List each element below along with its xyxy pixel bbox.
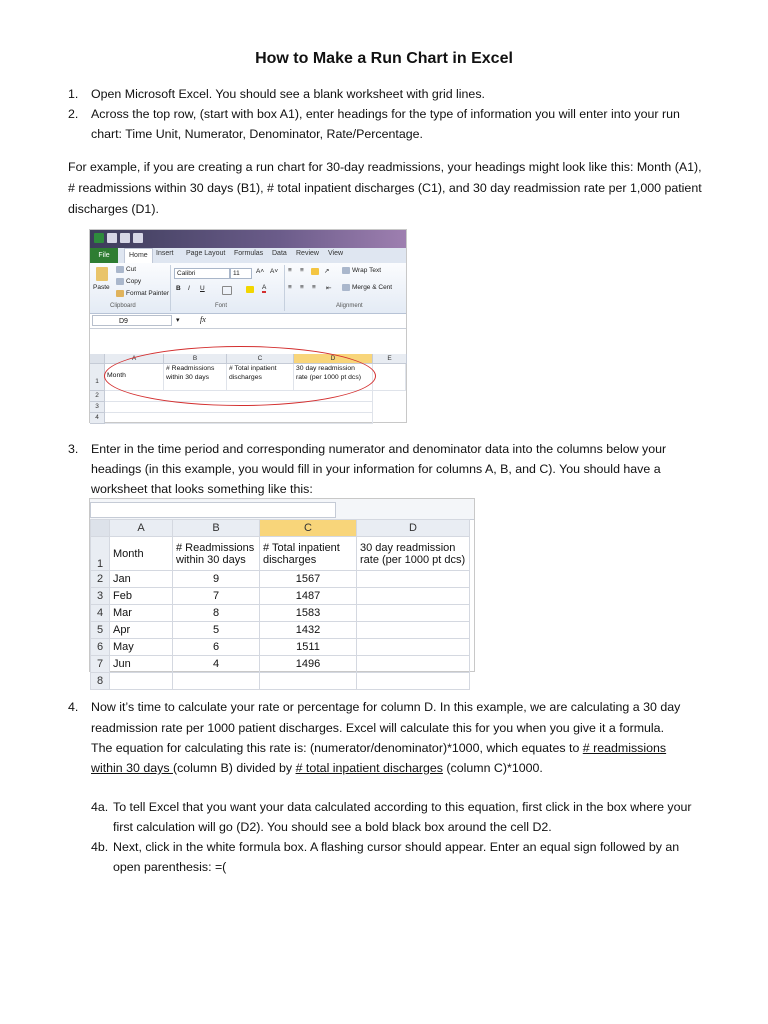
cell-c1-line-2: discharges [263, 553, 317, 566]
cell-d1[interactable] [357, 537, 470, 571]
orientation-icon[interactable]: ↗ [324, 268, 330, 275]
table-row [91, 605, 470, 622]
align-bottom-icon[interactable] [311, 268, 319, 275]
cell-rate[interactable] [357, 656, 470, 673]
step-2-number: 2. [68, 107, 79, 121]
example-line-2: # readmissions within 30 days (B1), # total inpatient discharges (C1), and 30 day readmission rate per 1,000 patient [68, 181, 702, 195]
select-all-corner[interactable] [91, 520, 110, 537]
cell-readmissions[interactable]: 4 [173, 656, 260, 673]
save-icon [107, 233, 117, 243]
step-4-equation-text: The equation for calculating this rate is: (numerator/denominator)*1000, which equates to [91, 741, 583, 755]
cell-readmissions[interactable]: 7 [173, 588, 260, 605]
step-4b-number: 4b. [91, 840, 109, 854]
cell-month[interactable]: Apr [110, 622, 173, 639]
cell-readmissions[interactable]: 8 [173, 605, 260, 622]
align-right-icon[interactable]: ≡ [312, 284, 316, 291]
font-name-select[interactable]: Calibri [174, 268, 230, 279]
table-row [91, 656, 470, 673]
step-2-line-1: Across the top row, (start with box A1), enter headings for the type of information you will enter into your run [91, 107, 680, 121]
format-painter-icon[interactable] [116, 290, 124, 297]
row-header[interactable]: 5 [91, 622, 110, 639]
underline-icon[interactable]: U [200, 285, 205, 292]
cell-empty[interactable] [260, 673, 357, 690]
tab-file[interactable]: File [90, 248, 118, 263]
column-header-a[interactable]: A [110, 520, 173, 537]
excel-ribbon-screenshot [89, 229, 407, 423]
group-alignment-label: Alignment [336, 303, 363, 309]
tab-formulas[interactable]: Formulas [234, 250, 264, 257]
tab-home[interactable]: Home [124, 248, 153, 263]
cell-readmissions[interactable]: 6 [173, 639, 260, 656]
cell-rate[interactable] [357, 588, 470, 605]
example-line-3: discharges (D1). [68, 202, 159, 216]
row-header-1[interactable]: 1 [90, 364, 105, 391]
cell-empty[interactable] [357, 673, 470, 690]
step-4a-number: 4a. [91, 800, 109, 814]
grow-font-icon[interactable]: A˄ [256, 268, 265, 275]
cell-b1[interactable] [173, 537, 260, 571]
row-header[interactable]: 7 [91, 656, 110, 673]
tab-view[interactable]: View [328, 250, 344, 257]
align-top-icon[interactable]: ≡ [288, 267, 292, 274]
step-4-underlined-discharges: # total inpatient discharges [295, 761, 443, 775]
align-center-icon[interactable]: ≡ [300, 284, 304, 291]
step-4-end-text: (column C)*1000. [442, 761, 543, 775]
cell-b1-line-2: within 30 days [176, 553, 246, 566]
cell-a1[interactable]: Month [105, 364, 164, 391]
step-4-divided-text: (column B) divided by [172, 761, 296, 775]
cell-d1-line-2: rate (per 1000 pt dcs) [360, 553, 466, 566]
column-header-c[interactable]: C [260, 520, 357, 537]
undo-icon [120, 233, 130, 243]
excel-logo-icon [94, 233, 104, 243]
cell-readmissions[interactable]: 9 [173, 571, 260, 588]
step-4-line-4 [91, 758, 543, 778]
paste-button[interactable]: Paste [93, 284, 110, 291]
step-4-underlined-readmissions: # readmissions [582, 741, 667, 755]
cell-discharges[interactable]: 1432 [260, 622, 357, 639]
step-4-line-1: Now it’s time to calculate your rate or percentage for column D. In this example, we are calculating a 30 day [91, 700, 681, 714]
row-header-4[interactable]: 4 [90, 413, 105, 424]
column-header-b[interactable]: B [173, 520, 260, 537]
row-header[interactable]: 4 [91, 605, 110, 622]
column-header-d[interactable]: D [357, 520, 470, 537]
merge-center-button[interactable]: Merge & Cent [352, 284, 393, 291]
step-3-number: 3. [68, 442, 79, 456]
ribbon-separator [170, 265, 171, 311]
step-4-number: 4. [68, 700, 79, 714]
formula-bar [90, 499, 474, 520]
step-2-line-2: chart: Time Unit, Numerator, Denominator, Rate/Percentage. [91, 127, 423, 141]
cell-discharges[interactable]: 1511 [260, 639, 357, 656]
ribbon-separator [284, 265, 285, 311]
paste-icon[interactable] [96, 267, 108, 281]
cell-rate[interactable] [357, 639, 470, 656]
column-header-c[interactable]: C [227, 354, 294, 364]
table-row [91, 639, 470, 656]
cell-e1[interactable] [373, 364, 406, 391]
borders-icon[interactable] [222, 286, 232, 295]
table-row [91, 588, 470, 605]
cell-c1-line-1: # Total inpatient [263, 541, 340, 554]
redo-icon [133, 233, 143, 243]
table-row[interactable] [105, 413, 373, 424]
column-header-d[interactable]: D [294, 354, 373, 364]
indent-icon[interactable]: ⇤ [326, 285, 332, 292]
step-1-number: 1. [68, 87, 79, 101]
font-color-icon[interactable]: A [262, 284, 267, 291]
row-header-2[interactable]: 2 [90, 391, 105, 402]
table-row [91, 673, 470, 690]
cell-c1-line-1: # Total inpatient [229, 365, 277, 372]
table-row [91, 571, 470, 588]
cell-readmissions[interactable]: 5 [173, 622, 260, 639]
row-header[interactable]: 3 [91, 588, 110, 605]
step-4-line-3 [91, 738, 666, 758]
row-header-3[interactable]: 3 [90, 402, 105, 413]
cell-rate[interactable] [357, 605, 470, 622]
bold-icon[interactable]: B [176, 285, 181, 292]
step-3-line-1: Enter in the time period and corresponding numerator and denominator data into the columns below your [91, 442, 667, 456]
row-header[interactable]: 2 [91, 571, 110, 588]
tab-insert[interactable]: Insert [156, 250, 174, 257]
row-header-1[interactable]: 1 [91, 537, 110, 571]
cell-b1-line-1: # Readmissions [176, 541, 255, 554]
align-middle-icon[interactable]: ≡ [300, 267, 304, 274]
name-box-dropdown-icon[interactable]: ▾ [176, 317, 180, 324]
select-all-corner[interactable] [90, 354, 105, 364]
page-title: How to Make a Run Chart in Excel [255, 50, 513, 67]
column-header-b[interactable]: B [164, 354, 227, 364]
highlight-ellipse [104, 346, 376, 406]
row-header[interactable]: 8 [91, 673, 110, 690]
title-bar [90, 230, 406, 248]
cell-discharges[interactable]: 1583 [260, 605, 357, 622]
ribbon-tabs [90, 248, 406, 263]
table-row [91, 622, 470, 639]
column-header-e[interactable]: E [373, 354, 407, 364]
cell-month[interactable]: Feb [110, 588, 173, 605]
ribbon-home [90, 263, 406, 314]
step-4-underlined-within: within 30 days [91, 761, 173, 775]
column-header-a[interactable]: A [105, 354, 164, 364]
step-3-line-3: worksheet that looks something like this: [91, 482, 313, 496]
tab-page-layout[interactable]: Page Layout [186, 250, 226, 257]
fill-color-icon[interactable] [246, 286, 254, 293]
group-clipboard-label: Clipboard [110, 303, 136, 309]
shrink-font-icon[interactable]: A˅ [270, 268, 279, 275]
fx-icon[interactable]: fx [200, 315, 206, 324]
cell-month[interactable]: Jan [110, 571, 173, 588]
cell-d1-line-2: rate (per 1000 pt dcs) [296, 374, 361, 381]
quick-access-toolbar [94, 233, 143, 245]
italic-icon[interactable]: I [188, 285, 190, 292]
font-size-select[interactable]: 11 [230, 268, 252, 279]
formula-input[interactable] [90, 502, 336, 518]
example-line-1: For example, if you are creating a run chart for 30-day readmissions, your headings might look like this: Month (A1), [68, 160, 702, 174]
row-header[interactable]: 6 [91, 639, 110, 656]
copy-icon[interactable] [116, 278, 124, 285]
copy-button[interactable]: Copy [126, 278, 142, 285]
cell-month[interactable]: Mar [110, 605, 173, 622]
step-4b-line-2: open parenthesis: =( [113, 860, 227, 874]
cell-d1-line-1: 30 day readmission [360, 541, 456, 554]
cell-b1-line-2: within 30 days [166, 374, 210, 381]
group-font-label: Font [215, 303, 228, 309]
cell-b1-line-1: # Readmissions [166, 365, 215, 372]
align-left-icon[interactable]: ≡ [288, 284, 292, 291]
cell-c1-line-2: discharges [229, 374, 262, 381]
worksheet-table [90, 519, 470, 690]
step-3-line-2: headings (in this example, you would fill in your information for columns A, B, and C). You should have a [91, 462, 661, 476]
step-1-text: Open Microsoft Excel. You should see a blank worksheet with grid lines. [91, 87, 485, 101]
cell-discharges[interactable]: 1496 [260, 656, 357, 673]
cell-discharges[interactable]: 1487 [260, 588, 357, 605]
cut-button[interactable]: Cut [126, 266, 137, 273]
step-4a-line-2: first calculation will go (D2). You should see a bold black box around the cell D2. [113, 820, 552, 834]
step-4a-line-1: To tell Excel that you want your data calculated according to this equation, first click in the box where your [113, 800, 692, 814]
merge-icon[interactable] [342, 284, 350, 291]
formula-bar [90, 314, 406, 329]
cell-rate[interactable] [357, 571, 470, 588]
name-box[interactable]: D9 [92, 315, 172, 326]
cell-rate[interactable] [357, 622, 470, 639]
wrap-text-button[interactable]: Wrap Text [352, 267, 382, 274]
tab-data[interactable]: Data [272, 250, 287, 257]
cell-empty[interactable] [173, 673, 260, 690]
wrap-text-icon[interactable] [342, 267, 350, 274]
cell-a1[interactable]: Month [110, 537, 173, 571]
cell-month[interactable]: May [110, 639, 173, 656]
cell-empty[interactable] [110, 673, 173, 690]
format-painter-button[interactable]: Format Painter [126, 290, 169, 297]
step-4-line-2: readmission rate per 1000 patient discharges. Excel will calculate this for you when you give it a formula. [91, 721, 665, 735]
cell-discharges[interactable]: 1567 [260, 571, 357, 588]
cell-month[interactable]: Jun [110, 656, 173, 673]
cut-icon[interactable] [116, 266, 124, 273]
step-4b-line-1: Next, click in the white formula box. A flashing cursor should appear. Enter an equal sign followed by an [113, 840, 680, 854]
tab-review[interactable]: Review [296, 250, 319, 257]
cell-d1-line-1: 30 day readmission [296, 365, 355, 372]
excel-worksheet-screenshot [89, 498, 475, 687]
cell-c1[interactable] [260, 537, 357, 571]
